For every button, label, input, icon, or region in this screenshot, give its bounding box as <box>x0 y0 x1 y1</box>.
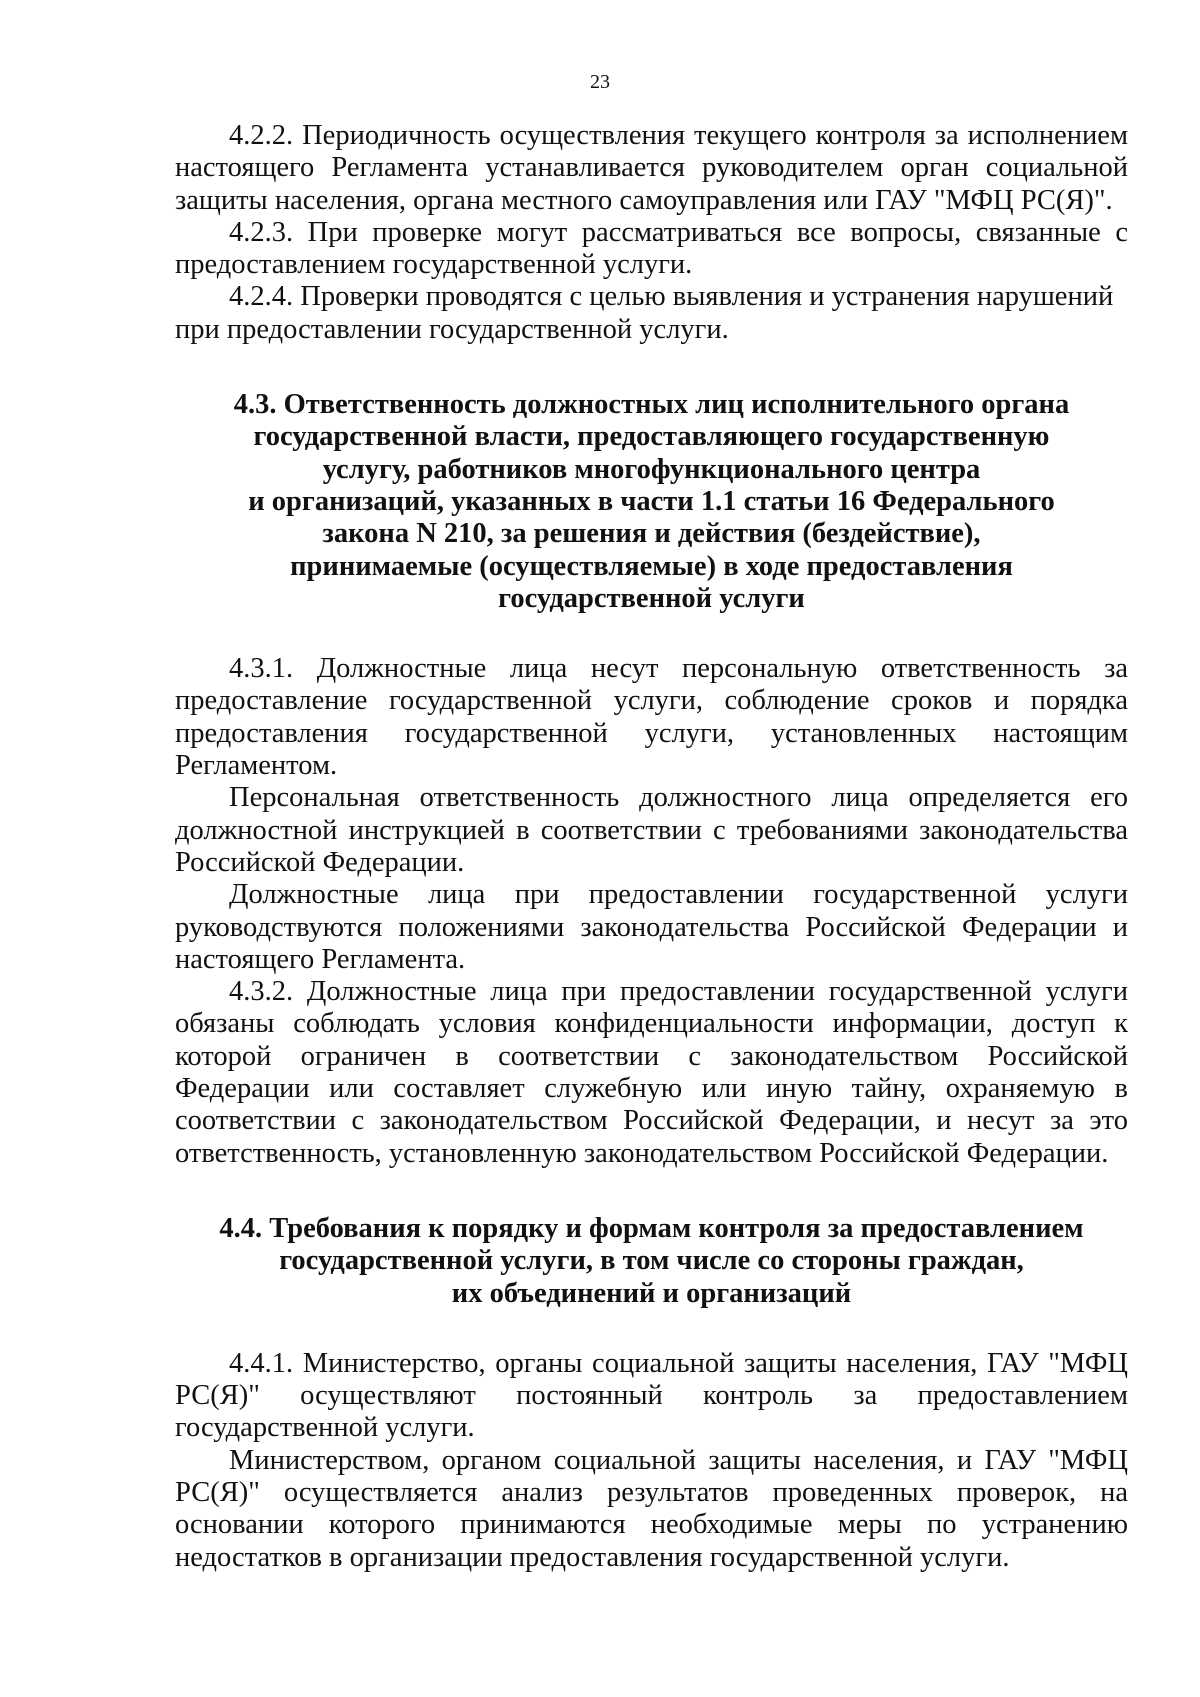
paragraph-4-2-2: 4.2.2. Периодичность осуществления текущего контроля за исполнением настоящего Регламента устанавливается руководителем орган социальной защиты населения, органа местного самоуправления или ГАУ "МФЦ РС(Я)". <box>175 120 1128 216</box>
page-number: 23 <box>590 71 610 93</box>
heading-line: принимаемые (осуществляемые) в ходе предоставления <box>290 550 1013 582</box>
paragraph-4-2-3: 4.2.3. При проверке могут рассматриваться все вопросы, связанные с предоставлением государственной услуги. <box>175 216 1128 281</box>
paragraph-4-3-1: 4.3.1. Должностные лица несут персональную ответственность за предоставление государственной услуги, соблюдение сроков и порядка предоставления государственной услуги, установленных настоящим Регламентом. <box>175 653 1128 782</box>
heading-line: услугу, работников многофункционального центра <box>322 453 981 485</box>
heading-line: и организаций, указанных в части 1.1 статьи 16 Федерального <box>248 485 1055 517</box>
paragraph-analysis: Министерством, органом социальной защиты населения, и ГАУ "МФЦ РС(Я)" осуществляется анализ результатов проведенных проверок, на основании которого принимаются необходимые меры по устранению недостатков в организации предоставления государственной услуги. <box>175 1444 1128 1573</box>
document-body <box>175 120 1128 1574</box>
heading-line: их объединений и организаций <box>451 1277 852 1309</box>
paragraph-personal-responsibility: Персональная ответственность должностного лица определяется его должностной инструкцией в соответствии с требованиями законодательства Российской Федерации. <box>175 782 1128 878</box>
section-heading-4-3 <box>175 389 1128 615</box>
heading-line: 4.4. Требования к порядку и формам контроля за предоставлением <box>219 1212 1084 1244</box>
heading-line: государственной услуги <box>498 582 805 614</box>
paragraph-4-3-2: 4.3.2. Должностные лица при предоставлении государственной услуги обязаны соблюдать условия конфиденциальности информации, доступ к которой ограничен в соответствии с законодательством Российской Федерации или составляет служебную или иную тайну, охраняемую в соответствии с законодательством Российской Федерации, и несут за это ответственность, установленную законодательством Российской Федерации. <box>175 976 1128 1169</box>
heading-line: государственной власти, предоставляющего государственную <box>253 421 1050 453</box>
heading-line: государственной услуги, в том числе со стороны граждан, <box>279 1245 1024 1277</box>
section-heading-4-4 <box>175 1213 1128 1310</box>
paragraph-4-4-1: 4.4.1. Министерство, органы социальной защиты населения, ГАУ "МФЦ РС(Я)" осуществляют постоянный контроль за предоставлением государственной услуги. <box>175 1347 1128 1444</box>
paragraph-4-2-4: 4.2.4. Проверки проводятся с целью выявления и устранения нарушений при предоставлении государственной услуги. <box>175 281 1114 345</box>
heading-line: 4.3. Ответственность должностных лиц исполнительного органа <box>233 389 1070 421</box>
heading-line: закона N 210, за решения и действия (бездействие), <box>322 518 981 550</box>
paragraph-officials-guided: Должностные лица при предоставлении государственной услуги руководствуются положениями законодательства Российской Федерации и настоящего Регламента. <box>175 879 1128 975</box>
